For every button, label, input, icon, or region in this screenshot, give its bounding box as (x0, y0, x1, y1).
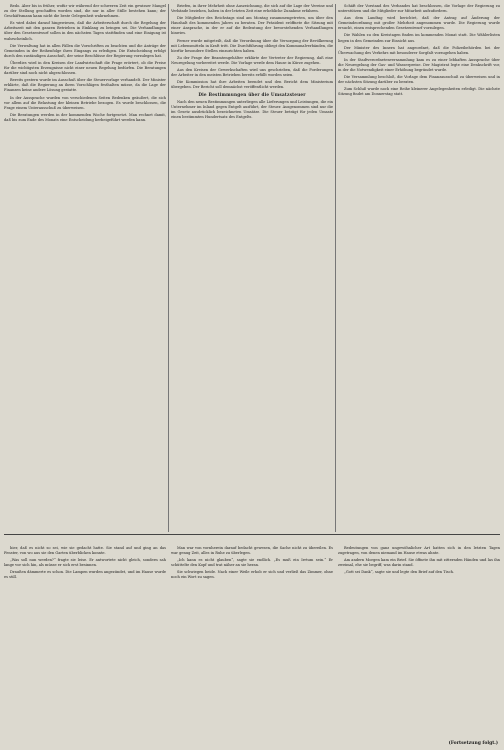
feuilleton-column-middle (171, 546, 333, 742)
paragraph: Aus den Kreisen der Gewerkschaften wird uns geschrieben, daß die Forderungen der Arbeiter in den meisten Betrieben bereits erfüllt worden seien. (171, 68, 333, 78)
paragraph: „Was soll nun werden?“ fragte sie leise. Er antwortete nicht gleich, sondern sah lange vor sich hin, als müsse er sich erst besinnen. (4, 558, 166, 568)
paragraph: Es wird dabei darauf hingewiesen, daß die Arbeiterschaft durch die Regelung der Arbeitszeit mit den ganzen Betrieben in Einklang zu bringen sei. Die Verhandlungen über den Gesetzentwurf sollen in den nächsten Tagen stattfinden und eine Einigung ist wahrscheinlich. (4, 21, 166, 41)
feuilleton-rule (4, 534, 500, 535)
paragraph: Sie schwiegen beide. Nach einer Weile erhob er sich und verließ das Zimmer, ohne noch ein Wort zu sagen. (171, 570, 333, 580)
paragraph: Zu der Frage der Beamtengehälter erklärte der Vertreter der Regierung, daß eine Neuregelung vorbereitet werde. Die Vorlage werde dem Hause in Kürze zugehen. (171, 55, 333, 65)
paragraph: Die Wahlen zu den Kreistagen finden im kommenden Monat statt. Die Wählerlisten liegen in den Gemeinden zur Einsicht aus. (338, 33, 500, 43)
paragraph: Draußen dämmerte es schon. Die Lampen wurden angezündet, und im Hause wurde es still. (4, 570, 166, 580)
paragraph: In der Stadtverordnetenversammlung kam es zu einer lebhaften Aussprache über die Neuregelung der Gas- und Wasserpreise. Der Magistrat legte eine Denkschrift vor, in der die Notwendigkeit einer Erhöhung begründet wurde. (338, 57, 500, 73)
paragraph: Der Minister des Innern hat angeordnet, daß die Polizeibehörden bei der Überwachung des Verkehrs mit besonderer Sorgfalt vorzugehen haben. (338, 45, 500, 55)
paragraph: „Ich kann es nicht glauben“, sagte sie endlich. „Es muß ein Irrtum sein.“ Er schüttelte den Kopf und trat näher an sie heran. (171, 558, 333, 568)
paragraph: Die Beratungen werden in der kommenden Woche fortgesetzt. Man rechnet damit, daß bis zum Ende des Monats eine Entscheidung herbeigeführt werden kann. (4, 112, 166, 122)
paragraph: Nach den neuen Bestimmungen unterliegen alle Lieferungen und Leistungen, die ein Unternehmer im Inland gegen Entgelt ausführt, der Steuer. Ausgenommen sind nur die im Gesetz ausdrücklich bezeichneten Umsätze. Die Steuer beträgt für jeden Umsatz einen bestimmten Hundertsatz des Entgelts. (171, 99, 333, 119)
paragraph: hier, daß es nicht so sei, wie sie gedacht hatte. Sie stand auf und ging an das Fenster, von wo aus sie den Garten überblicken konnte. (4, 546, 166, 556)
paragraph: In der Aussprache wurden von verschiedenen Seiten Bedenken geäußert, die sich vor allem auf die Belastung der kleinen Betriebe bezogen. Es wurde beschlossen, die Frage einem Unterausschuß zu überweisen. (4, 95, 166, 110)
paragraph: Bedo. Aber bis in früher, wofür wir während der schweren Zeit ein gewisser Mangel zu der Stellung geschaffen worden sind, die nur in aller Stille bestehen kann; der Geschäftsmann kann nicht die beste Gelegenheit wahrnehmen. (4, 4, 166, 19)
paragraph: Schäft der Vorstand des Verbandes hat beschlossen, die Vorlage der Regierung zu unterstützen und die Mitglieder zur Mitarbeit aufzufordern. (338, 4, 500, 14)
continuation-note: (Fortsetzung folgt.) (448, 741, 498, 746)
paragraph: Aus dem Landtag wird berichtet, daß der Antrag auf Änderung der Gemeindeordnung mit großer Mehrheit angenommen wurde. Die Regierung wurde ersucht, einen entsprechenden Gesetzentwurf vorzulegen. (338, 16, 500, 31)
paragraph: Bedeutungen von ganz ungewöhnlicher Art hatten sich in den letzten Tagen zugetragen, von denen niemand im Hause etwas ahnte. (338, 546, 500, 556)
paragraph: Am andern Morgen kam ein Brief. Sie öffnete ihn mit zitternden Händen und las ihn zweimal, ehe sie begriff, was darin stand. (338, 558, 500, 568)
paragraph: Bereits gestern wurde im Ausschuß über die Steuervorlage verhandelt. Der Minister erklärte, daß die Regierung an ihren Vorschlägen festhalten müsse, da die Lage der Finanzen keine andere Lösung gestatte. (4, 78, 166, 93)
paragraph: Die Verwaltung hat in allen Fällen die Vorschriften zu beachten und die Anträge der Gemeinden in der Reihenfolge ihres Eingangs zu erledigen. Die Entscheidung erfolgt durch den zuständigen Ausschuß, der seine Beschlüsse der Regierung vorzulegen hat. (4, 43, 166, 58)
paragraph: Ferner wurde mitgeteilt, daß die Verordnung über die Versorgung der Bevölkerung mit Lebensmitteln in Kraft tritt. Die Durchführung obliegt den Kommunalverbänden, die hierfür besondere Stellen einzurichten haben. (171, 38, 333, 53)
paragraph: Briefen, in ihrer Mehrheit ohne Auszeichnung, die sich auf die Lage der Vereine und Verbände beziehen, haben in der letzten Zeit eine erhebliche Zunahme erfahren. (171, 4, 333, 14)
feuilleton-column-right (338, 546, 500, 742)
paragraph: Zum Schluß wurde noch eine Reihe kleinerer Angelegenheiten erledigt. Die nächste Sitzung findet am Donnerstag statt. (338, 87, 500, 97)
column-left (4, 4, 166, 536)
paragraph: Überdies wird in den Kreisen der Landwirtschaft die Frage erörtert, ob die Preise für die wichtigsten Erzeugnisse nicht einer neuen Regelung bedürfen. Die Beratungen darüber sind noch nicht abgeschlossen. (4, 60, 166, 76)
column-middle (171, 4, 333, 536)
paragraph: „Gott sei Dank“, sagte sie und legte den Brief auf den Tisch. (344, 570, 455, 575)
paragraph: Man war von vornherein darauf bedacht gewesen, die Sache nicht zu übereilen. Es war genug Zeit, alles in Ruhe zu überlegen. (171, 546, 333, 556)
paragraph: Die Versammlung beschloß, die Vorlage dem Finanzausschuß zu überweisen und in der nächsten Sitzung darüber zu beraten. (338, 75, 500, 85)
paragraph: Die Mitglieder des Reichstags sind am Montag zusammengetreten, um über den Haushalt des kommenden Jahres zu beraten. Der Präsident eröffnete die Sitzung mit einer Ansprache, in der er auf die Bedeutung der bevorstehenden Verhandlungen hinwies. (171, 16, 333, 36)
section-heading: Die Bestimmungen über die Umsatzsteuer (198, 92, 306, 98)
column-rule (168, 4, 169, 532)
column-rule (335, 4, 336, 532)
paragraph: Die Kommission hat ihre Arbeiten beendet und den Bericht dem Ministerium übergeben. Der Bericht soll demnächst veröffentlicht werden. (171, 80, 333, 90)
feuilleton-title (4, 537, 500, 545)
column-right (338, 4, 500, 536)
feuilleton-column-left (4, 546, 166, 742)
